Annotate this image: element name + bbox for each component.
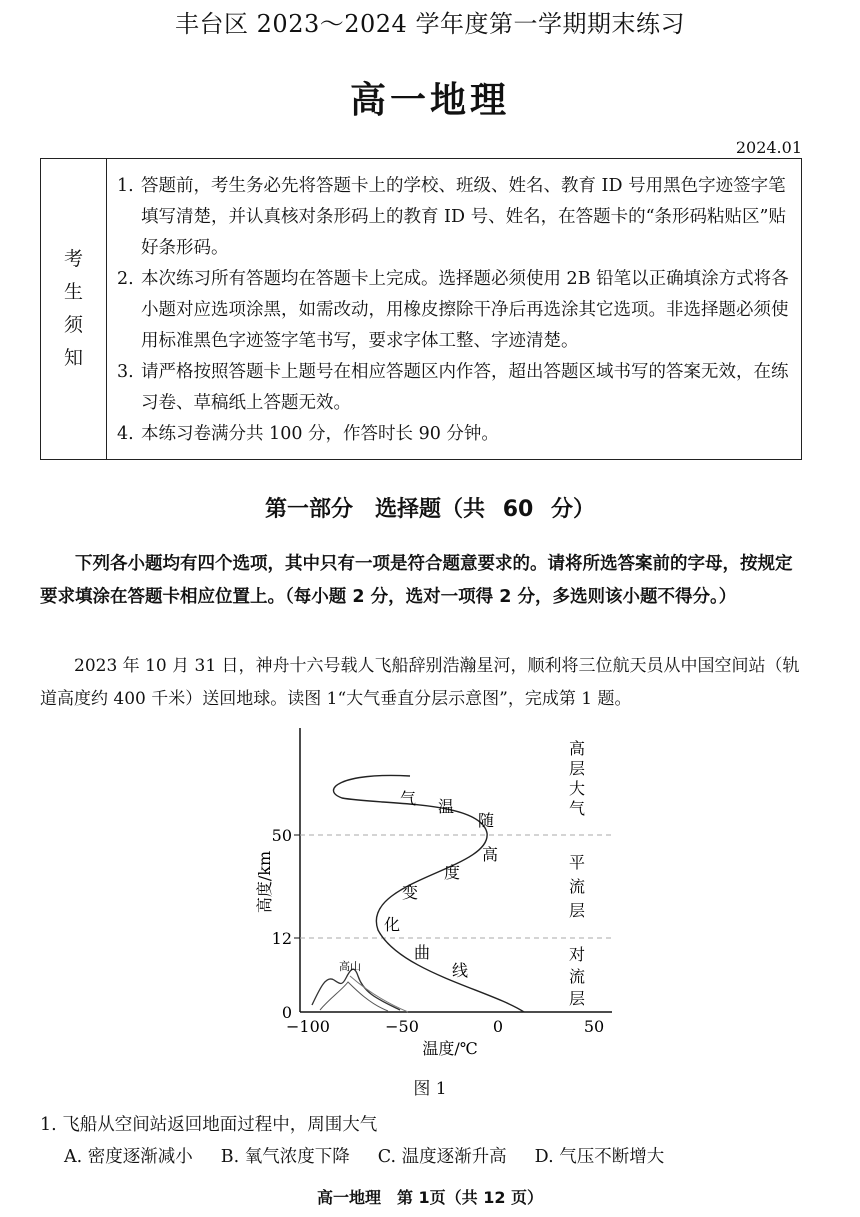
notice-label-char: 知 [63,347,83,369]
y-tick-label: 50 [271,826,292,845]
option-b: B. 氧气浓度下降 [220,1147,350,1167]
notice-item-number: 1. [117,176,134,196]
layer-label-char: 平 [568,853,586,872]
layer-label-char: 高 [568,739,586,758]
atmosphere-layers-figure [250,720,630,1070]
option-c: C. 温度逐渐升高 [377,1147,507,1167]
page-footer: 高一地理 第 1页（共 12 页） [316,1188,544,1207]
x-axis-label: 温度/℃ [422,1039,478,1058]
notice-item [117,419,797,450]
notice-item-text: 本练习卷满分共 100 分，作答时长 90 分钟。 [141,424,499,444]
notice-label-char: 生 [63,281,83,303]
exam-date: 2024.01 [735,138,802,157]
notice-list [117,171,797,450]
x-tick-label: 50 [583,1017,605,1036]
layer-label-char: 层 [568,759,586,778]
x-tick-label: −50 [385,1017,419,1036]
curve-label-char: 变 [402,883,419,902]
layer-label-char: 气 [568,799,586,818]
curve-label-char: 温 [438,797,455,816]
option-a: A. 密度逐渐减小 [64,1147,193,1167]
subject-title: 高一地理 [349,80,510,121]
y-tick-label: 0 [281,1003,292,1022]
curve-label-char: 曲 [414,943,431,962]
question-1 [40,1110,830,1174]
notice-item-number: 4. [117,424,134,444]
temperature-curve [333,775,524,1012]
question-stem: 1. 飞船从空间站返回地面过程中，周围大气 [40,1115,378,1135]
curve-label-char: 化 [384,915,401,934]
notice-item-text: 本次练习所有答题均在答题卡上完成。选择题必须使用 2B 铅笔以正确填涂方式将各小题对应选项涂黑，如需改动，用橡皮擦除干净后再选涂其它选项。非选择题必须使用标准黑色字迹签字笔书写，要求字体工整、字迹清楚。 [141,269,789,351]
layer-label-char: 对 [568,945,586,964]
notice-item-number: 2. [117,269,134,289]
answer-options [64,1140,830,1174]
curve-label-char: 度 [444,863,461,882]
notice-label-char: 考 [63,248,83,270]
notice-item-text: 答题前，考生务必先将答题卡上的学校、班级、姓名、教育 ID 号用黑色字迹签字笔填写清楚，并认真核对条形码上的教育 ID 号、姓名，在答题卡的“条形码粘贴区”贴好条形码。 [141,176,786,258]
notice-label-char: 须 [63,314,83,336]
layer-label-char: 大 [568,779,586,798]
mountain-label: 高山 [339,960,361,973]
notice-item [117,264,797,357]
notice-item-text: 请严格按照答题卡上题号在相应答题区内作答，超出答题区域书写的答案无效，在练习卷、草稿纸上答题无效。 [141,362,789,413]
exam-title: 丰台区 2023～2024 学年度第一学期期末练习 [175,10,685,38]
part-heading: 第一部分 选择题（共 60 分） [265,497,595,522]
exam-notice-box [40,158,802,460]
y-tick-label: 12 [271,929,292,948]
notice-item [117,357,797,419]
layer-label-char: 流 [568,877,586,896]
notice-item [117,171,797,264]
x-tick-label: 0 [492,1017,504,1036]
notice-label [41,159,107,459]
notice-item-number: 3. [117,362,134,382]
question-context: 2023 年 10 月 31 日，神舟十六号载人飞船辞别浩瀚星河，顺利将三位航天员从中国空间站（轨道高度约 400 千米）送回地球。读图 1“大气垂直分层示意图”，完成第 1 题。 [40,656,800,709]
layer-label-char: 流 [568,967,586,986]
x-tick-label: −100 [286,1017,330,1036]
layer-label-char: 层 [568,989,586,1008]
option-d: D. 气压不断增大 [534,1147,665,1167]
curve-label-char: 气 [400,789,417,808]
curve-label-char: 随 [478,811,495,830]
figure-caption: 图 1 [413,1079,447,1099]
curve-label-char: 高 [482,845,499,864]
curve-label-char: 线 [452,961,469,980]
section-instructions: 下列各小题均有四个选项，其中只有一项是符合题意要求的。请将所选答案前的字母，按规定要求填涂在答题卡相应位置上。（每小题 2 分，选对一项得 2 分，多选则该小题不得分。） [40,554,793,607]
y-axis-label: 高度/km [255,850,274,914]
layer-label-char: 层 [568,901,586,920]
